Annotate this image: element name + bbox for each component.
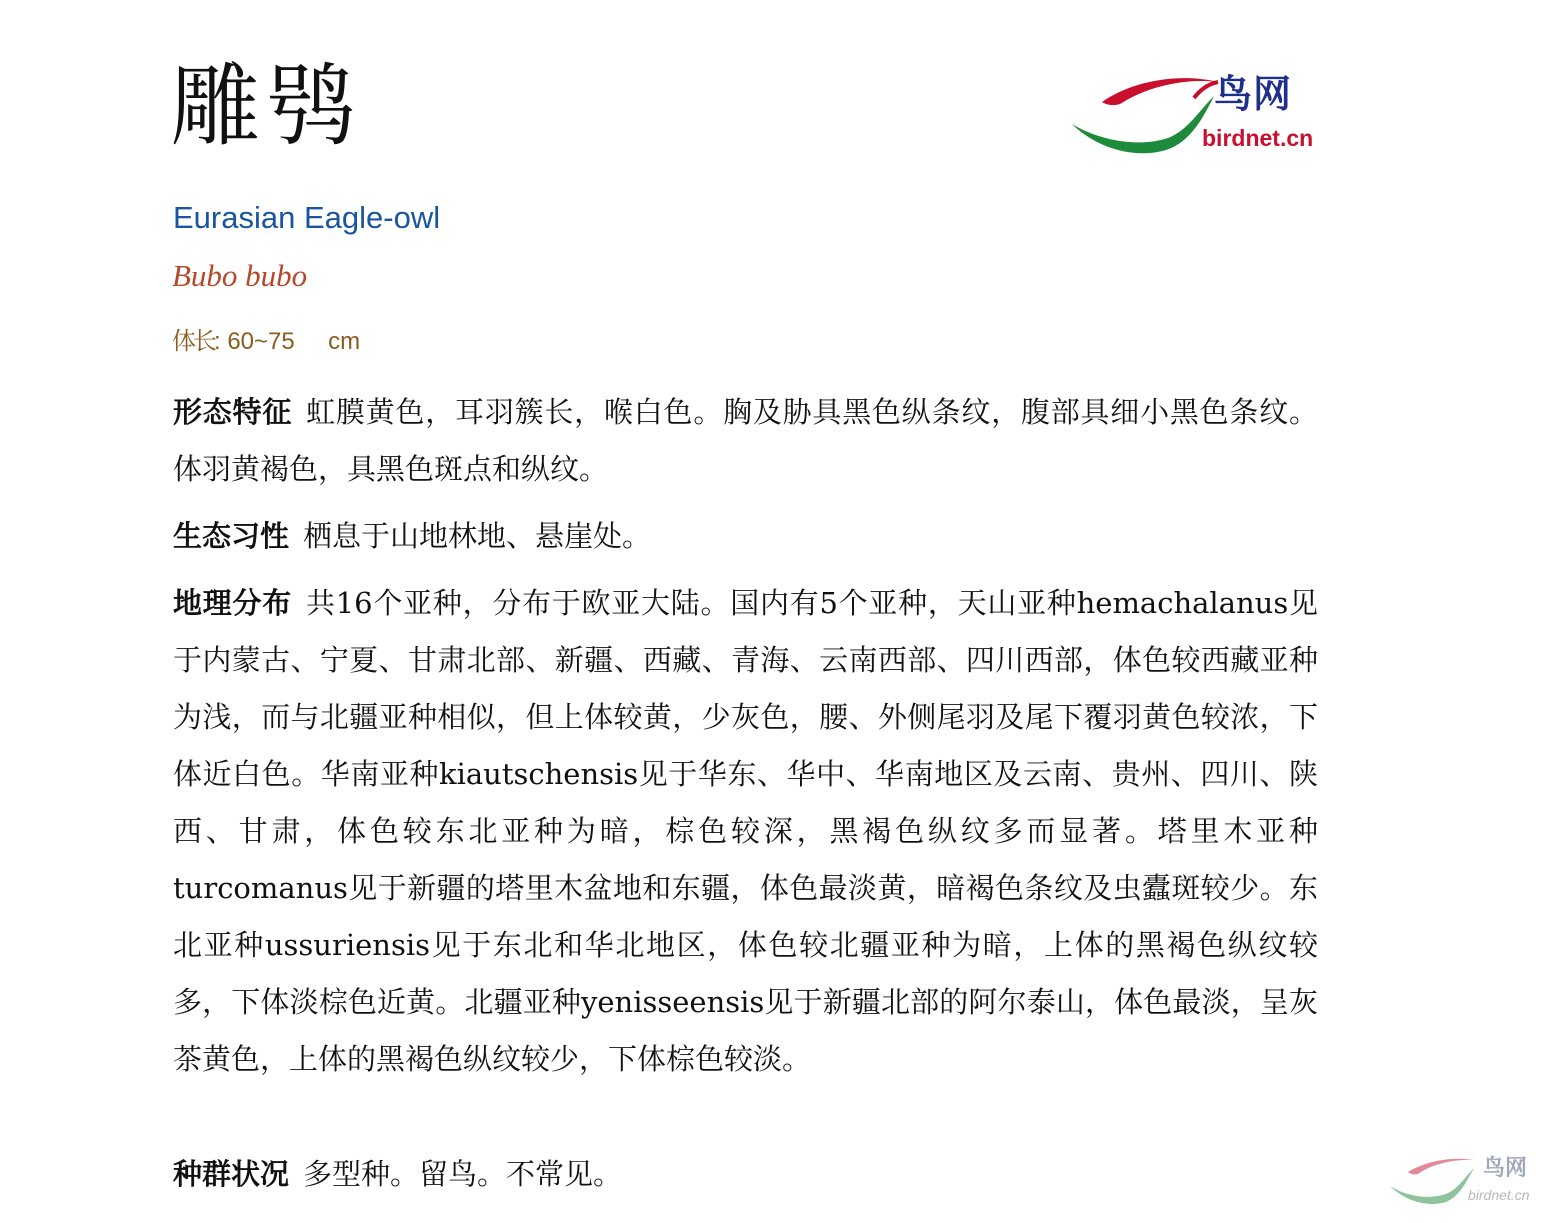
- birdnet-watermark: [1388, 1152, 1538, 1212]
- section-label: 形态特征: [173, 395, 293, 429]
- body-length: [172, 324, 360, 359]
- section-label: 地理分布: [173, 586, 292, 620]
- watermark-text-en: birdnet.cn: [1468, 1187, 1530, 1203]
- section-text: 栖息于山地林地、悬崖处。: [303, 519, 652, 553]
- section-label: 种群状况: [173, 1157, 290, 1191]
- section-population: [173, 1146, 1318, 1203]
- section-text: 多型种。留鸟。不常见。: [303, 1157, 623, 1191]
- section-morphology: [173, 384, 1318, 498]
- section-text: 虹膜黄色，耳羽簇长，喉白色。胸及胁具黑色纵条纹，腹部具细小黑色条纹。体羽黄褐色，具黑色斑点和纵纹。: [173, 395, 1318, 486]
- body-length-label: 体长: [172, 327, 214, 355]
- logo-text-en: birdnet.cn: [1202, 125, 1314, 151]
- scientific-name: Bubo bubo: [172, 258, 308, 293]
- body-length-value: : 60~75 cm: [214, 328, 361, 355]
- section-distribution: [173, 575, 1318, 1088]
- watermark-text-cn: 鸟网: [1483, 1155, 1528, 1181]
- section-label: 生态习性: [173, 519, 290, 553]
- section-text: 共16个亚种，分布于欧亚大陆。国内有5个亚种，天山亚种hemachalanus见于内蒙古、宁夏、甘肃北部、新疆、西藏、青海、云南西部、四川西部，体色较西藏亚种为浅，而与北疆亚种相似，但上体较黄，少灰色，腰、外侧尾羽及尾下覆羽黄色较浓，下体近白色。华南亚种kiautschensis见于华东、华中、华南地区及云南、贵州、四川、陕西、甘肃，体色较东北亚种为暗，棕色较深，黑褐色纵纹多而显著。塔里木亚种turcomanus见于新疆的塔里木盆地和东疆，体色最淡黄，暗褐色条纹及虫蠹斑较少。东北亚种ussuriensis见于东北和华北地区，体色较北疆亚种为暗，上体的黑褐色纵纹较多，下体淡棕色近黄。北疆亚种yenisseensis见于新疆北部的阿尔泰山，体色最淡，呈灰茶黄色，上体的黑褐色纵纹较少，下体棕色较淡。: [173, 586, 1318, 1076]
- logo-text-cn: 鸟网: [1214, 71, 1293, 116]
- species-title: 雕鸮: [170, 54, 362, 159]
- section-ecology: [173, 508, 1318, 565]
- english-name: Eurasian Eagle-owl: [173, 200, 441, 235]
- birdnet-logo: [1068, 68, 1314, 168]
